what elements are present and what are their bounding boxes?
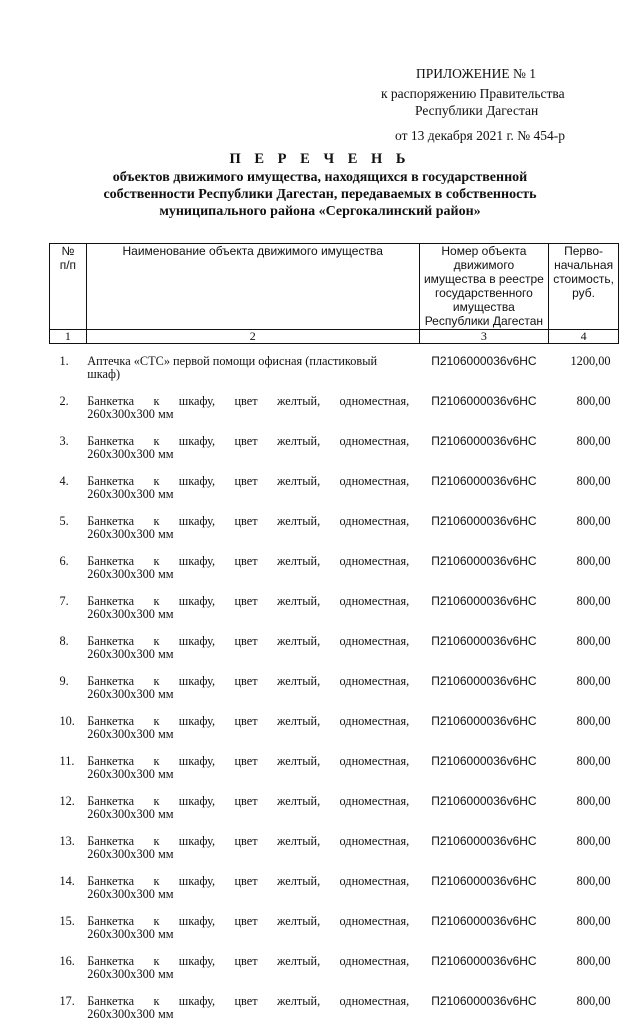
item-name-word: желтый, <box>276 634 321 648</box>
table-row <box>50 704 619 744</box>
item-name-word: к <box>153 794 160 808</box>
item-name-word: желтый, <box>276 554 321 568</box>
item-name-word: цвет <box>234 874 258 888</box>
item-name-word: к <box>153 674 160 688</box>
row-number: 13. <box>59 834 75 848</box>
row-item-name <box>86 344 419 385</box>
row-registry-number: П2106000036v6HC <box>431 794 537 808</box>
item-name-line-2: 260x300x300 мм <box>87 767 174 781</box>
header-name: Наименование объекта движимого имущества <box>86 244 419 330</box>
item-name-word: Банкетка <box>87 514 135 528</box>
column-number: 4 <box>549 330 619 344</box>
row-item-name <box>86 544 419 584</box>
item-name-word: шкафу, <box>178 914 216 928</box>
row-number: 3. <box>59 434 69 448</box>
table-row <box>50 344 619 385</box>
item-name-word: цвет <box>234 554 258 568</box>
row-number: 12. <box>59 794 75 808</box>
item-name-word: одноместная, <box>339 674 410 688</box>
item-name-word: Аптечка «СТС» первой помощи офисная (пластиковый <box>87 354 378 368</box>
item-name-word: Банкетка <box>87 634 135 648</box>
item-name-word: шкафу, <box>178 954 216 968</box>
table-row <box>50 384 619 424</box>
row-registry-number: П2106000036v6HC <box>431 594 537 608</box>
item-name-line-2: 260x300x300 мм <box>87 567 174 581</box>
item-name-word: цвет <box>234 834 258 848</box>
column-number: 1 <box>50 330 87 344</box>
item-name-word: шкафу, <box>178 834 216 848</box>
table-row <box>50 664 619 704</box>
row-number: 1. <box>59 354 69 368</box>
item-name-word: желтый, <box>276 754 321 768</box>
item-name-word: желтый, <box>276 874 321 888</box>
row-registry-number: П2106000036v6HC <box>431 994 537 1008</box>
header-cost: Перво- начальная стоимость, руб. <box>549 244 619 330</box>
column-number: 3 <box>419 330 549 344</box>
row-cost: 800,00 <box>576 874 611 888</box>
subtitle-line-3: муниципального района «Сергокалинский район» <box>159 204 481 219</box>
item-name-word: желтый, <box>276 834 321 848</box>
item-name-word: Банкетка <box>87 714 135 728</box>
row-registry-number: П2106000036v6HC <box>431 474 537 488</box>
row-cost: 800,00 <box>576 794 611 808</box>
row-cost: 800,00 <box>576 594 611 608</box>
row-registry-number: П2106000036v6HC <box>431 634 537 648</box>
item-name-word: одноместная, <box>339 834 410 848</box>
item-name-word: Банкетка <box>87 554 135 568</box>
item-name-line-2: 260x300x300 мм <box>87 887 174 901</box>
item-name-word: желтый, <box>276 714 321 728</box>
item-name-word: желтый, <box>276 434 321 448</box>
item-name-word: к <box>153 554 160 568</box>
item-name-word: Банкетка <box>87 434 135 448</box>
item-name-word: шкафу, <box>178 994 216 1008</box>
table-row <box>50 744 619 784</box>
row-cost: 800,00 <box>576 994 611 1008</box>
item-name-line-2: 260x300x300 мм <box>87 847 174 861</box>
item-name-word: цвет <box>234 474 258 488</box>
table-row <box>50 584 619 624</box>
item-name-word: к <box>153 834 160 848</box>
table-row <box>50 984 619 1024</box>
item-name-word: желтый, <box>276 514 321 528</box>
item-name-word: шкафу, <box>178 714 216 728</box>
item-name-word: одноместная, <box>339 714 410 728</box>
item-name-word: к <box>153 954 160 968</box>
item-name-line-1 <box>87 355 413 368</box>
item-name-word: одноместная, <box>339 634 410 648</box>
item-name-word: одноместная, <box>339 754 410 768</box>
item-name-word: к <box>153 634 160 648</box>
item-name-word: шкафу, <box>178 874 216 888</box>
row-item-name <box>86 624 419 664</box>
appendix-line-1: к распоряжению Правительства <box>381 86 565 101</box>
subtitle-line-1: объектов движимого имущества, находящихся в государственной <box>112 170 528 185</box>
item-name-word: Банкетка <box>87 754 135 768</box>
row-item-name <box>86 504 419 544</box>
item-name-line-2: 260x300x300 мм <box>87 1007 174 1021</box>
row-registry-number: П2106000036v6HC <box>431 914 537 928</box>
row-cost: 1200,00 <box>570 354 611 368</box>
item-name-word: одноместная, <box>339 434 410 448</box>
item-name-word: цвет <box>234 594 258 608</box>
item-name-line-1 <box>87 995 409 1008</box>
item-name-word: одноместная, <box>339 954 410 968</box>
item-name-word: к <box>153 394 160 408</box>
item-name-line-2: 260x300x300 мм <box>87 407 174 421</box>
row-item-name <box>86 984 419 1024</box>
item-name-line-2: шкаф) <box>87 367 121 381</box>
row-number: 7. <box>59 594 69 608</box>
table-header-row <box>50 244 619 330</box>
row-number: 8. <box>59 634 69 648</box>
row-cost: 800,00 <box>576 834 611 848</box>
item-name-word: желтый, <box>276 674 321 688</box>
row-cost: 800,00 <box>576 914 611 928</box>
item-name-word: шкафу, <box>178 434 216 448</box>
table-row <box>50 504 619 544</box>
table-row <box>50 424 619 464</box>
item-name-word: к <box>153 434 160 448</box>
item-name-word: шкафу, <box>178 554 216 568</box>
row-number: 15. <box>59 914 75 928</box>
item-name-line-2: 260x300x300 мм <box>87 527 174 541</box>
item-name-word: шкафу, <box>178 794 216 808</box>
item-name-word: Банкетка <box>87 394 135 408</box>
appendix-date: от 13 декабря 2021 г. № 454-р <box>395 128 566 143</box>
row-item-name <box>86 944 419 984</box>
item-name-word: шкафу, <box>178 594 216 608</box>
item-name-word: желтый, <box>276 994 321 1008</box>
item-name-word: к <box>153 914 160 928</box>
item-name-word: желтый, <box>276 794 321 808</box>
item-name-word: желтый, <box>276 394 321 408</box>
item-name-word: желтый, <box>276 594 321 608</box>
item-name-word: к <box>153 474 160 488</box>
appendix-title: ПРИЛОЖЕНИЕ № 1 <box>416 66 537 81</box>
document-subtitle <box>30 169 610 220</box>
item-name-word: желтый, <box>276 474 321 488</box>
item-name-word: шкафу, <box>178 754 216 768</box>
item-name-word: Банкетка <box>87 834 135 848</box>
row-registry-number: П2106000036v6HC <box>431 674 537 688</box>
row-number: 4. <box>59 474 69 488</box>
table-row <box>50 944 619 984</box>
row-number: 5. <box>59 514 69 528</box>
item-name-word: одноместная, <box>339 514 410 528</box>
item-name-line-2: 260x300x300 мм <box>87 447 174 461</box>
item-name-word: одноместная, <box>339 394 410 408</box>
row-number: 9. <box>59 674 69 688</box>
item-name-word: цвет <box>234 714 258 728</box>
row-item-name <box>86 664 419 704</box>
table-row <box>50 624 619 664</box>
item-name-word: цвет <box>234 514 258 528</box>
row-registry-number: П2106000036v6HC <box>431 954 537 968</box>
item-name-word: одноместная, <box>339 474 410 488</box>
row-registry-number: П2106000036v6HC <box>431 834 537 848</box>
table-row <box>50 784 619 824</box>
item-name-word: Банкетка <box>87 994 135 1008</box>
item-name-word: к <box>153 594 160 608</box>
item-name-line-2: 260x300x300 мм <box>87 927 174 941</box>
row-registry-number: П2106000036v6HC <box>431 394 537 408</box>
item-name-line-1 <box>87 915 409 928</box>
row-item-name <box>86 704 419 744</box>
item-name-word: желтый, <box>276 954 321 968</box>
item-name-word: цвет <box>234 754 258 768</box>
item-name-line-2: 260x300x300 мм <box>87 487 174 501</box>
row-item-name <box>86 744 419 784</box>
row-registry-number: П2106000036v6HC <box>431 874 537 888</box>
row-item-name <box>86 864 419 904</box>
row-cost: 800,00 <box>576 754 611 768</box>
row-cost: 800,00 <box>576 434 611 448</box>
column-number: 2 <box>86 330 419 344</box>
item-name-word: цвет <box>234 954 258 968</box>
item-name-line-2: 260x300x300 мм <box>87 727 174 741</box>
item-name-word: к <box>153 714 160 728</box>
item-name-word: одноместная, <box>339 994 410 1008</box>
row-number: 14. <box>59 874 75 888</box>
row-cost: 800,00 <box>576 394 611 408</box>
item-name-word: к <box>153 874 160 888</box>
item-name-word: шкафу, <box>178 394 216 408</box>
item-name-word: Банкетка <box>87 914 135 928</box>
item-name-word: цвет <box>234 394 258 408</box>
row-cost: 800,00 <box>576 954 611 968</box>
property-table <box>49 243 619 1024</box>
item-name-word: Банкетка <box>87 594 135 608</box>
item-name-word: к <box>153 514 160 528</box>
row-item-name <box>86 904 419 944</box>
item-name-word: шкафу, <box>178 474 216 488</box>
row-item-name <box>86 824 419 864</box>
item-name-word: цвет <box>234 634 258 648</box>
item-name-word: шкафу, <box>178 514 216 528</box>
row-number: 11. <box>59 754 75 768</box>
row-registry-number: П2106000036v6HC <box>431 514 537 528</box>
item-name-word: цвет <box>234 914 258 928</box>
row-registry-number: П2106000036v6HC <box>431 354 537 368</box>
row-cost: 800,00 <box>576 714 611 728</box>
item-name-line-2: 260x300x300 мм <box>87 607 174 621</box>
row-cost: 800,00 <box>576 554 611 568</box>
table-row <box>50 544 619 584</box>
document-title: П Е Р Е Ч Е Н Ь <box>229 151 411 167</box>
table-row <box>50 904 619 944</box>
item-name-line-2: 260x300x300 мм <box>87 967 174 981</box>
row-cost: 800,00 <box>576 634 611 648</box>
row-item-name <box>86 384 419 424</box>
row-number: 17. <box>59 994 75 1008</box>
row-item-name <box>86 424 419 464</box>
row-number: 2. <box>59 394 69 408</box>
row-registry-number: П2106000036v6HC <box>431 434 537 448</box>
table-row <box>50 864 619 904</box>
item-name-word: Банкетка <box>87 874 135 888</box>
appendix-line-2: Республики Дагестан <box>415 103 539 118</box>
row-cost: 800,00 <box>576 474 611 488</box>
item-name-word: Банкетка <box>87 954 135 968</box>
item-name-line-2: 260x300x300 мм <box>87 687 174 701</box>
item-name-word: одноместная, <box>339 594 410 608</box>
header-number: № п/п <box>50 244 87 330</box>
item-name-line-2: 260x300x300 мм <box>87 647 174 661</box>
item-name-word: Банкетка <box>87 674 135 688</box>
column-number-row <box>50 330 619 344</box>
row-registry-number: П2106000036v6HC <box>431 714 537 728</box>
row-number: 6. <box>59 554 69 568</box>
item-name-word: цвет <box>234 794 258 808</box>
row-cost: 800,00 <box>576 514 611 528</box>
item-name-word: одноместная, <box>339 794 410 808</box>
table-row <box>50 824 619 864</box>
item-name-word: одноместная, <box>339 914 410 928</box>
row-registry-number: П2106000036v6HC <box>431 754 537 768</box>
subtitle-line-2: собственности Республики Дагестан, передаваемых в собственность <box>103 187 537 202</box>
row-number: 10. <box>59 714 75 728</box>
row-number: 16. <box>59 954 75 968</box>
row-item-name <box>86 784 419 824</box>
row-item-name <box>86 584 419 624</box>
row-cost: 800,00 <box>576 674 611 688</box>
item-name-word: желтый, <box>276 914 321 928</box>
item-name-word: к <box>153 994 160 1008</box>
item-name-word: Банкетка <box>87 474 135 488</box>
item-name-word: шкафу, <box>178 674 216 688</box>
item-name-word: цвет <box>234 434 258 448</box>
item-name-word: Банкетка <box>87 794 135 808</box>
item-name-line-2: 260x300x300 мм <box>87 807 174 821</box>
item-name-word: одноместная, <box>339 554 410 568</box>
item-name-word: шкафу, <box>178 634 216 648</box>
item-name-word: к <box>153 754 160 768</box>
header-registry-number: Номер объекта движимого имущества в реестре государственного имущества Республики Дагестан <box>419 244 549 330</box>
row-item-name <box>86 464 419 504</box>
item-name-word: цвет <box>234 994 258 1008</box>
item-name-line-1 <box>87 955 409 968</box>
table-row <box>50 464 619 504</box>
item-name-word: цвет <box>234 674 258 688</box>
item-name-word: одноместная, <box>339 874 410 888</box>
row-registry-number: П2106000036v6HC <box>431 554 537 568</box>
